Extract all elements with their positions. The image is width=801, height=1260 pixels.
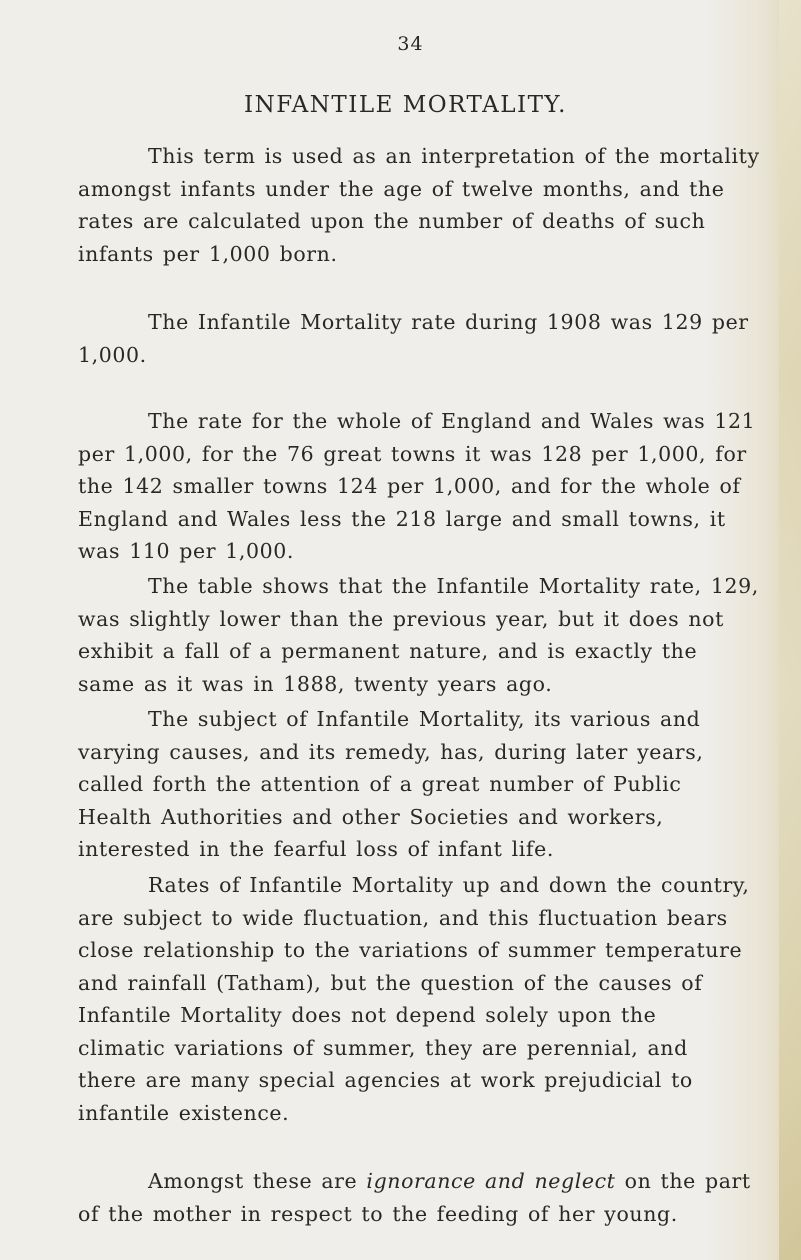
page-number: 34 xyxy=(397,33,424,55)
italic-emphasis: ignorance and neglect xyxy=(366,1169,616,1193)
paragraph-table-summary xyxy=(78,570,759,700)
paragraph-line: The Infantile Mortality rate during 1908 was 129 per xyxy=(148,310,749,334)
paragraph-line: This term is used as an interpretation of the mortality xyxy=(148,144,760,168)
paragraph-line: infants per 1,000 born. xyxy=(78,241,338,266)
paragraph-definition xyxy=(78,140,760,270)
paragraph-line: infantile existence. xyxy=(78,1100,290,1125)
paragraph-line xyxy=(78,1165,751,1198)
paragraph-line: and rainfall (Tatham), but the question of the causes of xyxy=(78,970,703,995)
text-run: on the part xyxy=(615,1169,751,1193)
paragraph-line: exhibit a fall of a permanent nature, and is exactly the xyxy=(78,639,698,663)
paragraph-line: are subject to wide fluctuation, and this fluctuation bears xyxy=(78,905,728,930)
paragraph-line: interested in the fearful loss of infant life. xyxy=(78,837,554,861)
paragraph-line: same as it was in 1888, twenty years ago. xyxy=(78,671,553,696)
paragraph-line: the 142 smaller towns 124 per 1,000, and for the whole of xyxy=(78,474,741,498)
text-run: Amongst these are xyxy=(148,1169,367,1193)
paragraph-line: was 110 per 1,000. xyxy=(78,539,295,563)
paragraph-rate-1908 xyxy=(78,306,749,371)
paragraph-line: Rates of Infantile Mortality up and down the country, xyxy=(148,873,750,897)
paragraph-line: Health Authorities and other Societies and workers, xyxy=(78,804,664,829)
paragraph-ignorance xyxy=(78,1165,751,1230)
paragraph-line: The table shows that the Infantile Mortality rate, 129, xyxy=(148,574,759,598)
paragraph-line: The rate for the whole of England and Wales was 121 xyxy=(148,409,756,433)
paragraph-line: 1,000. xyxy=(78,342,147,367)
paragraph-line: of the mother in respect to the feeding of her young. xyxy=(78,1201,678,1226)
page-edge-stain xyxy=(779,0,801,1260)
paragraph-england-wales xyxy=(78,405,756,568)
paragraph-line: was slightly lower than the previous year, but it does not xyxy=(78,606,724,631)
paragraph-line: rates are calculated upon the number of deaths of such xyxy=(78,209,706,233)
paragraph-line: close relationship to the variations of summer temperature xyxy=(78,938,743,962)
page-title: INFANTILE MORTALITY. xyxy=(244,92,567,118)
paragraph-line: The subject of Infantile Mortality, its various and xyxy=(148,707,701,731)
paragraph-line: amongst infants under the age of twelve months, and the xyxy=(78,176,725,201)
paragraph-line: England and Wales less the 218 large and small towns, it xyxy=(78,506,726,531)
paragraph-line: called forth the attention of a great number of Public xyxy=(78,772,682,796)
paragraph-line: climatic variations of summer, they are perennial, and xyxy=(78,1035,688,1060)
paragraph-fluctuation xyxy=(78,869,750,1129)
paragraph-line: there are many special agencies at work prejudicial to xyxy=(78,1068,693,1092)
paragraph-line: Infantile Mortality does not depend solely upon the xyxy=(78,1003,657,1027)
paragraph-line: varying causes, and its remedy, has, during later years, xyxy=(78,739,704,764)
paragraph-subject xyxy=(78,703,718,866)
paragraph-line: per 1,000, for the 76 great towns it was 128 per 1,000, for xyxy=(78,441,747,466)
